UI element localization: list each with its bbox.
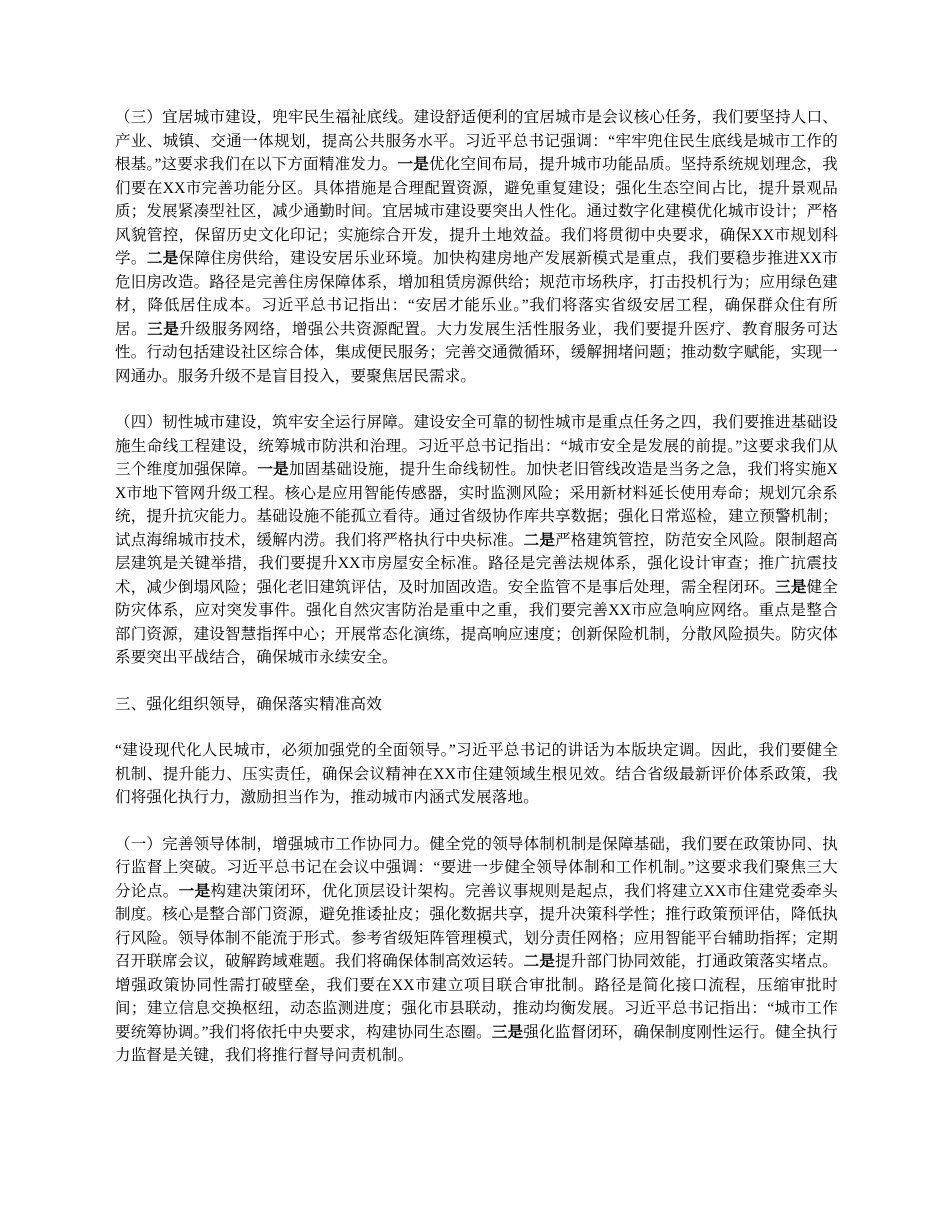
emphasis-run: 二是 — [523, 953, 556, 970]
text-run: 强化监督闭环，确保制度刚性运行。健全执行力监督是关键，我们将推行督导问责机制。 — [115, 1023, 838, 1064]
emphasis-run: 三是 — [491, 1023, 524, 1041]
text-run: 加固基础设施，提升生命线韧性。加快老旧管线改造是当务之急，我们将实施XX市地下管网升级工程。核心是应用智能传感器，实时监测风险；采用新材料延长使用寿命；规划冗余系统，提升抗灾能力。基础设施不能孤立看待。通过省级协作库共享数据；强化日常巡检，建立预警机制；试点海绵城市技术，缓解内涝。我们将严格执行中央标准。 — [115, 461, 839, 549]
paragraph-livable-city — [115, 106, 838, 388]
paragraph-resilient-city — [115, 411, 838, 670]
emphasis-run: 三是 — [147, 320, 180, 338]
emphasis-run: 二是 — [146, 250, 179, 267]
text-run: 升级服务网络，增强公共资源配置。大力发展生活性服务业，我们要提升医疗、教育服务可达性。行动包括建设社区综合体，集成便民服务；完善交通微循环，缓解拥堵问题；推动数字赋能，实现一网通办。服务升级不是盲目投入，要聚焦居民需求。 — [115, 320, 839, 385]
text-run: 提升部门协同效能，打通政策落实堵点。增强政策协同性需打破壁垒，我们要在XX市建立项目联合审批制。路径是简化接口流程，压缩审批时间；建立信息交换枢纽，动态监测进度；强化市县联动，推动均衡发展。习近平总书记指出：“城市工作要统筹协调。”我们将依托中央要求，构建协同生态圈。 — [115, 953, 838, 1041]
emphasis-run: 一是 — [257, 461, 289, 478]
text-run: 严格建筑管控，防范安全风险。限制超高层建筑是关键举措，我们要提升XX市房屋安全标准。路径是完善法规体系，强化设计审查；推广抗震技术，减少倒塌风险；强化老旧建筑评估，及时加固改造。安全监管不是事后处理，需全程闭环。 — [115, 531, 838, 596]
text-run: （四）韧性城市建设，筑牢安全运行屏障。建设安全可靠的韧性城市是重点任务之四，我们要推进基础设施生命线工程建设，统筹城市防洪和治理。习近平总书记指出：“城市安全是发展的前提。”这要求我们从三个维度加强保障。 — [115, 414, 838, 478]
text-run: 健全防灾体系，应对突发事件。强化自然灾害防治是重中之重，我们要完善XX市应急响应网络。重点是整合部门资源，建设智慧指挥中心；开展常态化演练，提高响应速度；创新保险机制，分散风险损失。防灾体系要突出平战结合，确保城市永续安全。 — [115, 578, 838, 666]
text-run: （一）完善领导体制，增强城市工作协同力。健全党的领导体制机制是保障基础，我们要在政策协同、执行监督上突破。习近平总书记在会议中强调：“要进一步健全领导体制和工作机制。”这要求我们聚焦三大分论点。 — [115, 835, 838, 900]
text-run: 优化空间布局，提升城市功能品质。坚持系统规划理念，我们要在XX市完善功能分区。具体措施是合理配置资源，避免重复建设；强化生态空间占比，提升景观品质；发展紧凑型社区，减少通勤时间。宜居城市建设要突出人性化。通过数字化建模优化城市设计；严格风貌管控，保留历史文化印记；实施综合开发，提升土地效益。我们将贯彻中央要求，确保XX市规划科学。 — [115, 156, 838, 267]
text-run: 构建决策闭环，优化顶层设计架构。完善议事规则是起点，我们将建立XX市住建党委牵头制度。核心是整合部门资源，避免推诿扯皮；强化数据共享，提升决策科学性；推行政策预评估，降低执行风险。领导体制不能流于形式。参考省级矩阵管理模式，划分责任网格；应用智能平台辅助指挥；定期召开联席会议，破解跨域难题。我们将确保体制高效运转。 — [115, 882, 838, 970]
emphasis-run: 三是 — [775, 578, 807, 596]
paragraph-section-heading — [115, 693, 838, 717]
text-run: （三）宜居城市建设，兜牢民生福祉底线。建设舒适便利的宜居城市是会议核心任务，我们要坚持人口、产业、城镇、交通一体规划，提高公共服务水平。习近平总书记强调：“牢牢兜住民生底线是城市工作的根基。”这要求我们在以下方面精准发力。 — [115, 109, 838, 173]
emphasis-run: 一是 — [178, 882, 211, 900]
paragraph-leadership-system — [115, 833, 838, 1068]
emphasis-run: 二是 — [523, 531, 556, 549]
emphasis-run: 一是 — [397, 156, 429, 173]
text-run: 保障住房供给，建设安居乐业环境。加快构建房地产发展新模式是重点，我们要稳步推进XX市危旧房改造。路径是完善住房保障体系，增加租赁房源供给；规范市场秩序，打击投机行为；应用绿色建材，降低居住成本。习近平总书记指出：“安居才能乐业。”我们将落实省级安居工程，确保群众住有所居。 — [115, 250, 838, 338]
text-run: “建设现代化人民城市，必须加强党的全面领导。”习近平总书记的讲话为本版块定调。因此，我们要健全机制、提升能力、压实责任，确保会议精神在XX市住建领域生根见效。结合省级最新评价体系政策，我们将强化执行力，激励担当作为，推动城市内涵式发展落地。 — [115, 742, 838, 806]
document-body — [115, 106, 838, 1068]
text-run: 三、强化组织领导，确保落实精准高效 — [115, 695, 382, 713]
paragraph-section-intro — [115, 739, 838, 810]
